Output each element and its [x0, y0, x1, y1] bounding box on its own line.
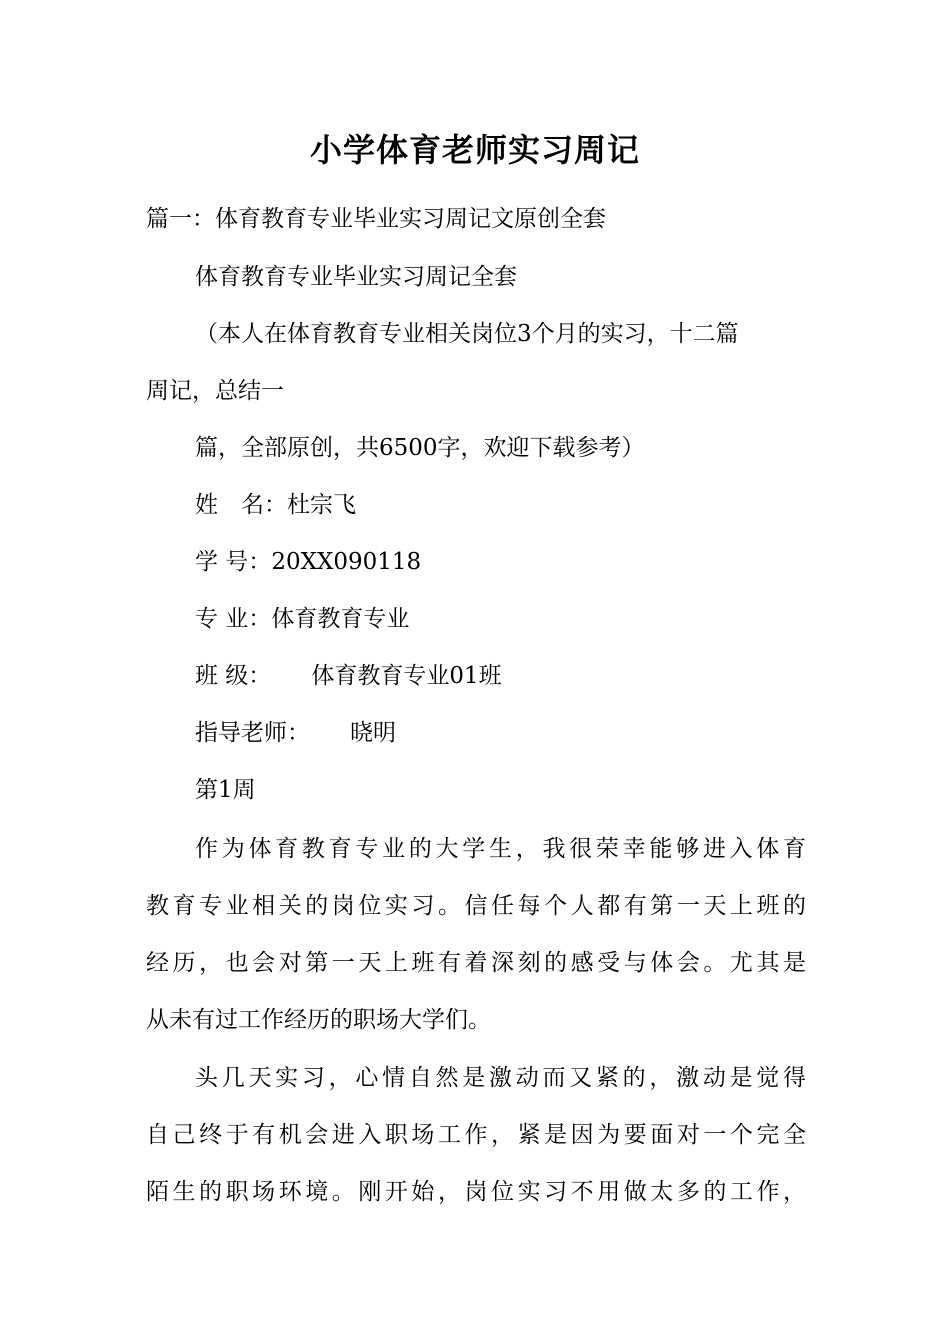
info-value: 晓明 — [350, 720, 396, 746]
info-value: 20XX090118 — [271, 549, 422, 575]
info-value: 体育教育专业 — [271, 606, 410, 632]
paragraph-line: 作为体育教育专业的大学生，我很荣幸能够进入体育 — [195, 836, 806, 862]
paragraph-line: 陌生的职场环境。刚开始，岗位实习不用做太多的工作， — [146, 1179, 806, 1205]
paragraph-line: 自己终于有机会进入职场工作，紧是因为要面对一个完全 — [146, 1122, 806, 1148]
note-line: 篇，全部原创，共6500字，欢迎下载参考） — [195, 435, 645, 461]
info-label: 专 业： — [195, 606, 272, 632]
note-line: （本人在体育教育专业相关岗位3个月的实习，十二篇 — [195, 321, 739, 347]
info-label: 指导老师： — [195, 720, 310, 746]
info-label: 班 级： — [195, 663, 272, 689]
paragraph-line: 经历，也会对第一天上班有着深刻的感受与体会。尤其是 — [146, 950, 806, 976]
info-label: 姓 名： — [195, 492, 287, 518]
section-heading: 篇一：体育教育专业毕业实习周记文原创全套 — [146, 206, 606, 232]
week-heading: 第1周 — [195, 777, 256, 803]
subtitle: 体育教育专业毕业实习周记全套 — [195, 264, 517, 290]
paragraph-line: 教育专业相关的岗位实习。信任每个人都有第一天上班的 — [146, 893, 806, 919]
paragraph-line: 从未有过工作经历的职场大学们。 — [146, 1007, 491, 1033]
info-row-major — [195, 604, 806, 634]
info-row-id — [195, 547, 806, 577]
paragraph-line: 头几天实习，心情自然是激动而又紧的，激动是觉得 — [195, 1065, 806, 1091]
info-value: 杜宗飞 — [287, 492, 356, 518]
info-label: 学 号： — [195, 549, 272, 575]
info-row-name — [195, 490, 806, 520]
note-line: 周记，总结一 — [146, 378, 284, 404]
info-value: 体育教育专业01班 — [311, 663, 502, 689]
info-row-advisor — [195, 718, 806, 748]
document-title: 小学体育老师实习周记 — [309, 131, 640, 169]
info-row-class — [195, 661, 806, 691]
